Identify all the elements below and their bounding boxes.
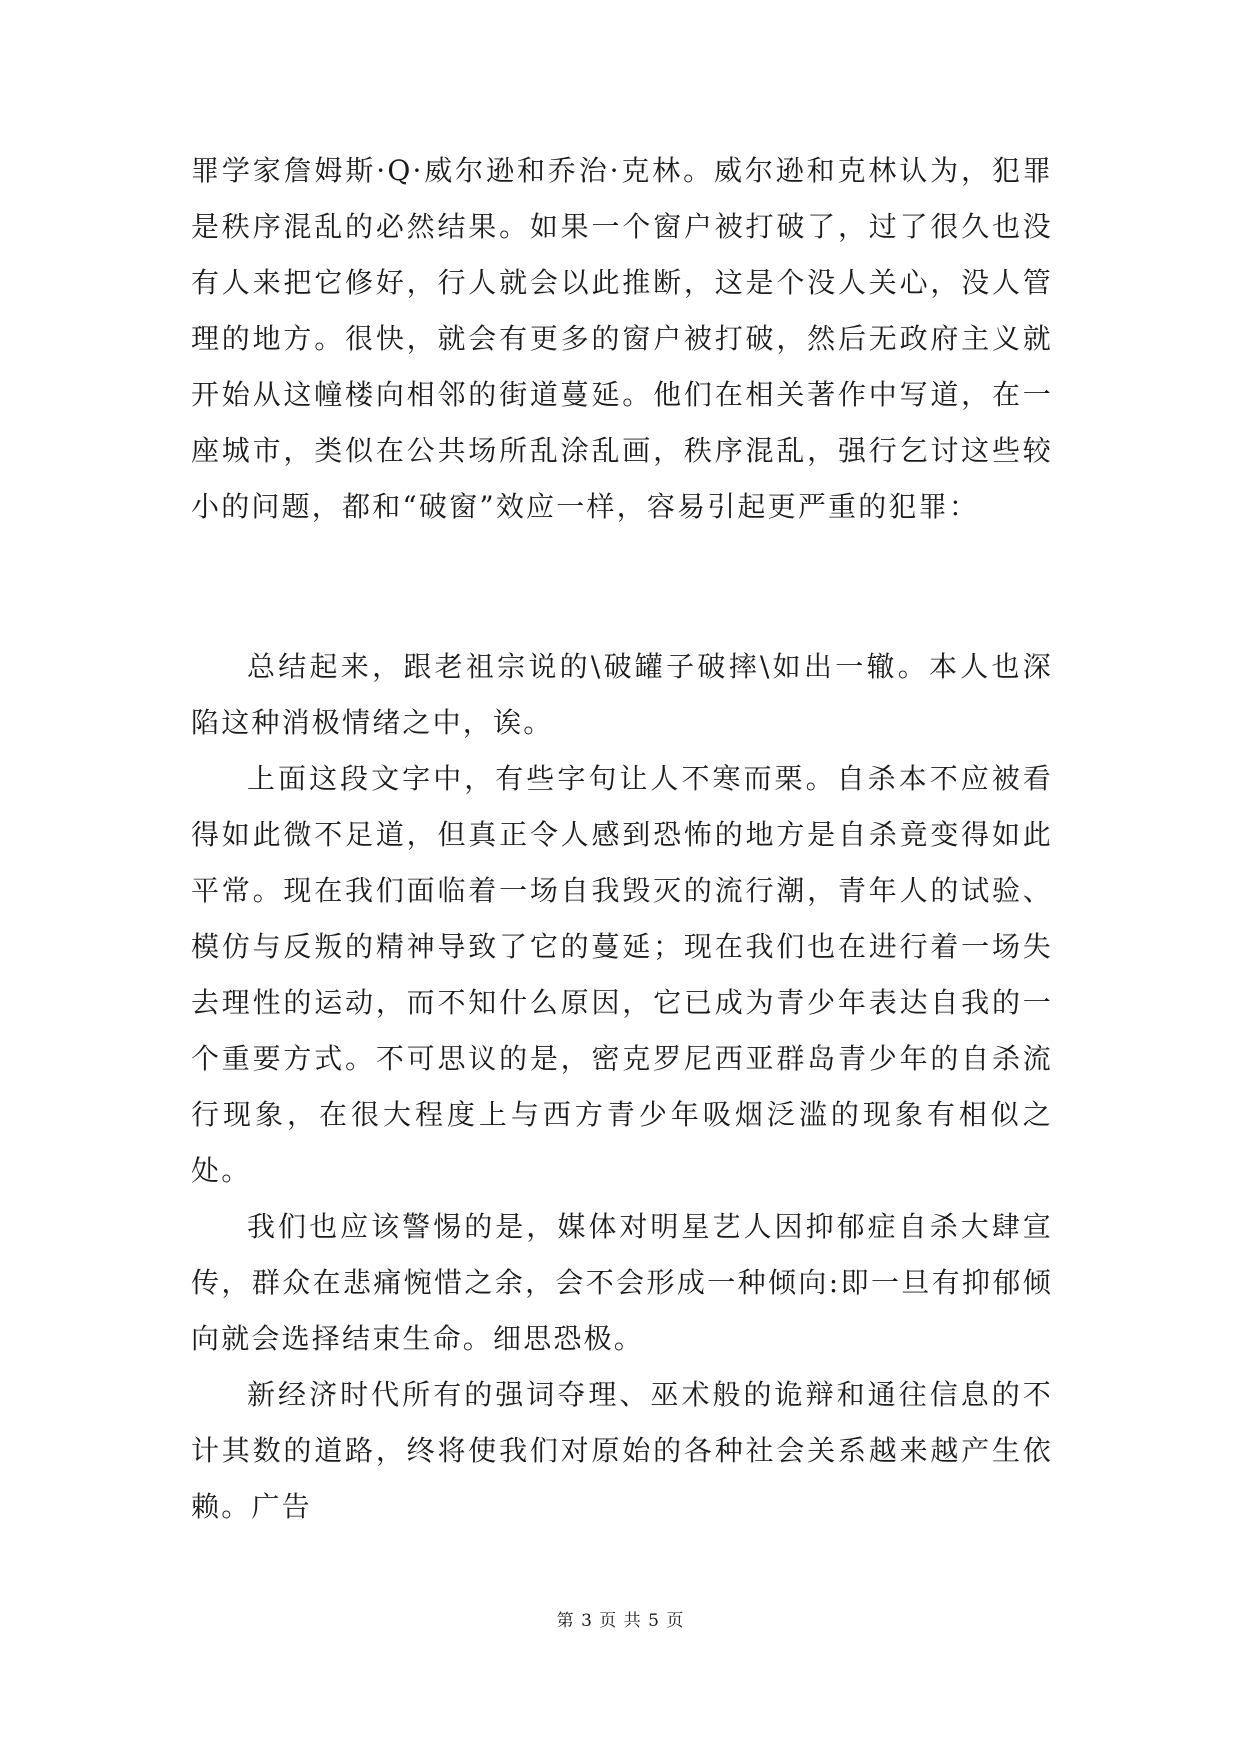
- paragraph-summary: 总结起来，跟老祖宗说的\破罐子破摔\如出一辙。本人也深陷这种消极情绪之中，诶。: [191, 650, 1053, 739]
- page-number: 第 3 页 共 5 页: [556, 1611, 685, 1631]
- paragraph-media-warning: 我们也应该警惕的是，媒体对明星艺人因抑郁症自杀大肆宣传，群众在悲痛惋惜之余，会不会形成一种倾向:即一旦有抑郁倾向就会选择结束生命。细思恐极。: [191, 1210, 1053, 1355]
- paragraph-new-economy: 新经济时代所有的强词夺理、巫术般的诡辩和通往信息的不计其数的道路，终将使我们对原始的各种社会关系越来越产生依赖。广告: [191, 1378, 1053, 1523]
- paragraph-broken-windows: 罪学家詹姆斯·Q·威尔逊和乔治·克林。威尔逊和克林认为，犯罪是秩序混乱的必然结果。如果一个窗户被打破了，过了很久也没有人来把它修好，行人就会以此推断，这是个没人关心，没人管理的地方。很快，就会有更多的窗户被打破，然后无政府主义就开始从这幢楼向相邻的街道蔓延。他们在相关著作中写道，在一座城市，类似在公共场所乱涂乱画，秩序混乱，强行乞讨这些较小的问题，都和“破窗”效应一样，容易引起更严重的犯罪：: [191, 154, 1053, 523]
- paragraph-suicide-trend: 上面这段文字中，有些字句让人不寒而栗。自杀本不应被看得如此微不足道，但真正令人感到恐怖的地方是自杀竟变得如此平常。现在我们面临着一场自我毁灭的流行潮，青年人的试验、模仿与反叛的精神导致了它的蔓延；现在我们也在进行着一场失去理性的运动，而不知什么原因，它已成为青少年表达自我的一个重要方式。不可思议的是，密克罗尼西亚群岛青少年的自杀流行现象，在很大程度上与西方青少年吸烟泛滥的现象有相似之处。: [191, 762, 1053, 1187]
- paragraph-gap: [191, 535, 1053, 639]
- body-text: [191, 143, 1053, 1535]
